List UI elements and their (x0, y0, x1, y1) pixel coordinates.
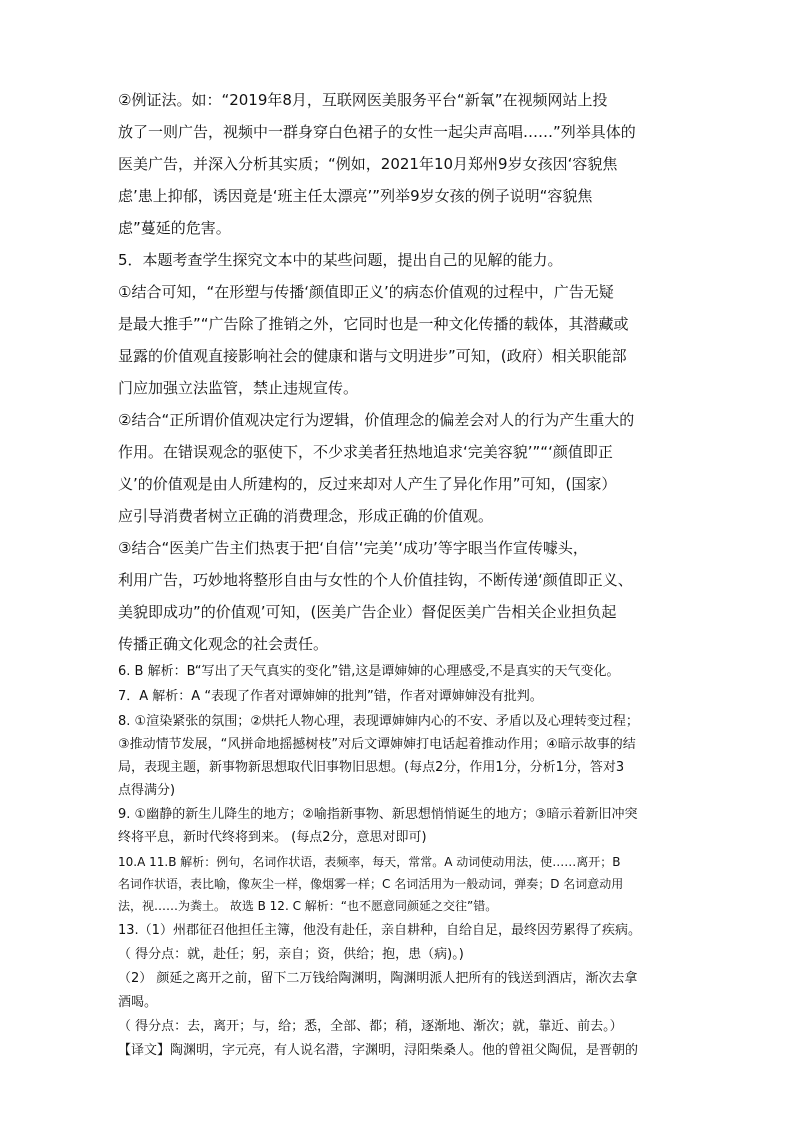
text-line: ②例证法。如：“2019年8月，互联网医美服务平台“新氧”在视频网站上投 (118, 91, 608, 109)
text-line: 9. ①幽静的新生儿降生的地方；②喻指新事物、新思想悄悄诞生的地方；③暗示着新旧冲突 (118, 807, 638, 822)
text-line: 酒喝。 (118, 995, 158, 1010)
text-line: 13.（1）州郡征召他担任主簿，他没有赴任，亲自耕种，自给自足，最终因劳累得了疾病。 (118, 923, 641, 938)
text-line: 终将平息，新时代终将到来。 (每点2分，意思对即可) (118, 830, 427, 845)
text-line: 利用广告，巧妙地将整形自由与女性的个人价值挂钩，不断传递‘颜值即正义、 (118, 571, 633, 589)
text-line: 名词作状语，表比喻，像灰尘一样，像烟雾一样；C 名词活用为一般动词，弹奏；D 名词意动用 (118, 877, 624, 891)
text-line: 5．本题考查学生探究文本中的某些问题，提出自己的见解的能力。 (118, 251, 563, 269)
text-line: 应引导消费者树立正确的消费理念，形成正确的价值观。 (118, 507, 494, 525)
text-line: 点得满分) (118, 783, 176, 798)
text-line: 传播正确文化观念的社会责任。 (118, 635, 329, 653)
text-line: 门应加强立法监管，禁止违规宣传。 (118, 379, 359, 397)
text-line: 义’的价值观是由人所建构的，反过来却对人产生了异化作用”可知，(国家） (118, 475, 617, 493)
text-line: 【译文】陶渊明，字元亮，有人说名潜，字渊明，浔阳柴桑人。他的曾祖父陶侃，是晋朝的 (118, 1043, 639, 1058)
text-line: ②结合“正所谓价值观决定行为逻辑，价值理念的偏差会对人的行为产生重大的 (118, 411, 635, 429)
text-line: 虑”蔓延的危害。 (118, 219, 231, 237)
text-line: ③结合“医美广告主们热衷于把‘自信’‘完美’‘成功’等字眼当作宣传噱头， (118, 539, 588, 557)
text-line: 作用。在错误观念的驱使下，不少求美者狂热地追求‘完美容貌’”“‘颜值即正 (118, 443, 613, 461)
text-line: 虑’患上抑郁，诱因竟是‘班主任太漂亮’”列举9岁女孩的例子说明“容貌焦 (118, 187, 593, 205)
text-line: 6. B 解析：B“写出了天气真实的变化”错,这是谭婶婶的心理感受,不是真实的天气变化。 (118, 664, 620, 679)
text-line: 局，表现主题，新事物新思想取代旧事物旧思想。(每点2分，作用1分，分析1分，答对3 (118, 760, 625, 775)
text-line: ③推动情节发展，“风拼命地摇撼树枝”对后文谭婶婶打电话起着推动作用；④暗示故事的结 (118, 737, 636, 752)
text-line: （2） 颜延之离开之前，留下二万钱给陶渊明，陶渊明派人把所有的钱送到酒店，渐次去拿 (118, 971, 638, 986)
text-line: 是最大推手”“广告除了推销之外，它同时也是一种文化传播的载体，其潜藏或 (118, 315, 629, 333)
text-line: 显露的价值观直接影响社会的健康和谐与文明进步”可知，(政府）相关职能部 (118, 347, 627, 365)
text-line: 放了一则广告，视频中一群身穿白色裙子的女性一起尖声高唱……”列举具体的 (118, 123, 636, 141)
text-line: （ 得分点：去，离开；与，给；悉，全部、都；稍，逐渐地、渐次；就，靠近、前去。） (118, 1019, 623, 1034)
text-line: 法，视……为粪土。 故选 B 12. C 解析：“也不愿意同颜延之交往”错。 (118, 899, 498, 913)
text-line: 8. ①渲染紧张的氛围；②烘托人物心理，表现谭婶婶内心的不安、矛盾以及心理转变过程； (118, 714, 639, 729)
text-line: ①结合可知，“在形塑与传播‘颜值即正义’的病态价值观的过程中，广告无疑 (118, 283, 614, 301)
text-line: 美貌即成功”的价值观’可知，(医美广告企业）督促医美广告相关企业担负起 (118, 603, 617, 621)
text-line: 7．A 解析：A “表现了作者对谭婶婶的批判”错，作者对谭婶婶没有批判。 (118, 689, 543, 704)
text-line: 医美广告，并深入分析其实质；“例如，2021年10月郑州9岁女孩因‘容貌焦 (118, 155, 618, 173)
text-line: （ 得分点：就，赴任；躬，亲自；资，供给；抱，患（病)。) (118, 947, 464, 962)
text-line: 10.A 11.B 解析：例句，名词作状语，表频率，每天，常常。A 动词使动用法，使……离开；B (118, 855, 621, 869)
